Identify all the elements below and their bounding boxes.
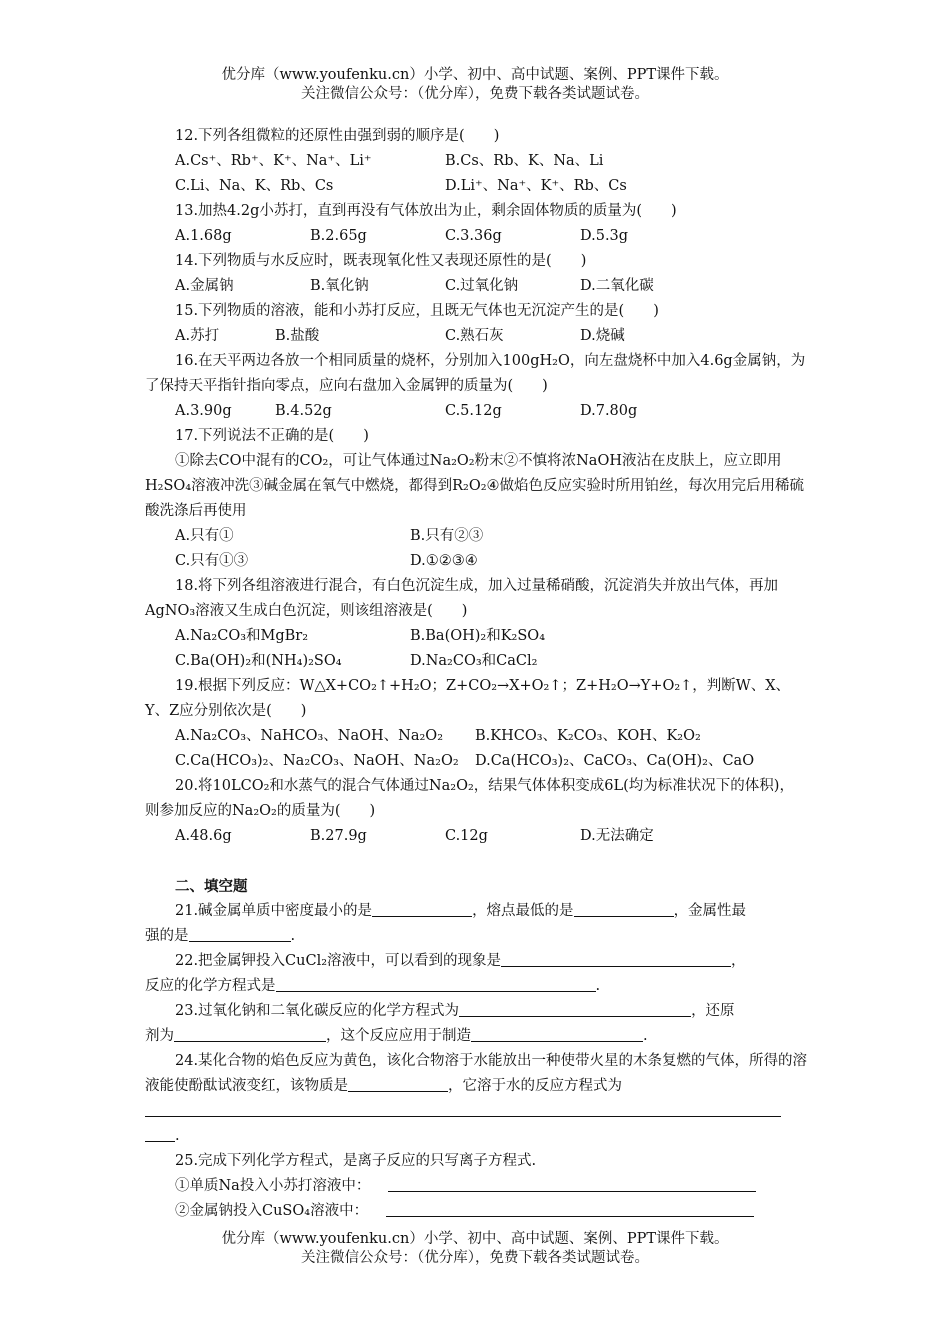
q24-answer-line-end [145, 1124, 808, 1149]
q13-option-b: B.2.65g [310, 228, 367, 244]
q21-blank-lowest-density[interactable] [372, 900, 472, 917]
q21-text-4: 强的是 [145, 928, 189, 944]
q19-options-row1 [145, 724, 808, 749]
q15-options [145, 324, 808, 349]
q16-option-a: A.3.90g [175, 403, 232, 419]
header-line-2: 关注微信公众号：（优分库），免费下载各类试题试卷。 [301, 86, 649, 102]
q21-text-1: 21.碱金属单质中密度最小的是 [175, 903, 373, 919]
q21-text-3: ，金属性最 [673, 903, 747, 919]
q18-option-c: C.Ba(OH)₂和(NH₄)₂SO₄ [175, 653, 342, 669]
q23-text-3: 剂为 [145, 1028, 174, 1044]
q15-option-d: D.烧碱 [580, 328, 625, 344]
q17-options-row2 [145, 549, 808, 574]
q18-stem: 18.将下列各组溶液进行混合，有白色沉淀生成，加入过量稀硝酸，沉淀消失并放出气体，再加AgNO₃溶液又生成白色沉淀，则该组溶液是( ) [145, 578, 779, 619]
q13-stem: 13.加热4.2g小苏打，直到再没有气体放出为止，剩余固体物质的质量为( ) [175, 203, 677, 219]
q13-option-a: A.1.68g [175, 228, 232, 244]
q21-line1 [145, 899, 808, 924]
q19-option-c: C.Ca(HCO₃)₂、Na₂CO₃、NaOH、Na₂O₂ [175, 753, 459, 769]
q12-option-a: A.Cs⁺、Rb⁺、K⁺、Na⁺、Li⁺ [175, 153, 372, 169]
q23-blank-reducer[interactable] [174, 1025, 326, 1042]
q14-option-b: B.氧化钠 [310, 278, 369, 294]
q13-option-c: C.3.36g [445, 228, 502, 244]
footer-line-2: 关注微信公众号：（优分库），免费下载各类试题试卷。 [301, 1250, 649, 1266]
q24-text-2: ，它溶于水的反应方程式为 [448, 1078, 622, 1094]
q19-stem: 19.根据下列反应：W△X+CO₂↑+H₂O；Z+CO₂→X+O₂↑；Z+H₂O→Y+O₂↑，判断W、X、Y、Z应分别依次是( ) [145, 678, 791, 719]
q17-option-a: A.只有① [175, 528, 234, 544]
q21-text-2: ，熔点最低的是 [472, 903, 574, 919]
q21-blank-lowest-melting[interactable] [574, 900, 674, 917]
q25-item-2-text: ②金属钠投入CuSO₄溶液中： [175, 1203, 369, 1219]
q12-option-c: C.Li、Na、K、Rb、Cs [175, 178, 334, 194]
q13-options [145, 224, 808, 249]
q23-blank-application[interactable] [471, 1025, 643, 1042]
q16-stem: 16.在天平两边各放一个相同质量的烧杯，分别加入100gH₂O，向左盘烧杯中加入4.6g金属钠，为了保持天平指针指向零点，应向右盘加入金属钾的质量为( ) [145, 353, 806, 394]
q17-option-b: B.只有②③ [410, 528, 484, 544]
q24-blank-substance[interactable] [348, 1075, 448, 1092]
q12-option-d: D.Li⁺、Na⁺、K⁺、Rb、Cs [445, 178, 627, 194]
q17-option-c: C.只有①③ [175, 553, 249, 569]
q12-stem: 12.下列各组微粒的还原性由强到弱的顺序是( ) [175, 128, 500, 144]
q17-stem: 17.下列说法不正确的是( ) [175, 428, 369, 444]
page-footer [0, 1230, 950, 1268]
q22-text-1: 22.把金属钾投入CuCl₂溶液中，可以看到的现象是 [175, 953, 502, 969]
q18-options-row1 [145, 624, 808, 649]
q22-text-3: 反应的化学方程式是 [145, 978, 276, 994]
q20-option-a: A.48.6g [175, 828, 232, 844]
q17-options-row1 [145, 524, 808, 549]
page-header [0, 66, 950, 104]
question-content [145, 124, 808, 1224]
q22-text-2: ， [731, 953, 746, 969]
q23-blank-equation[interactable] [459, 1000, 691, 1017]
q18-option-a: A.Na₂CO₃和MgBr₂ [175, 628, 309, 644]
q22-text-4: . [595, 978, 601, 994]
q15-stem: 15.下列物质的溶液，能和小苏打反应，且既无气体也无沉淀产生的是( ) [175, 303, 659, 319]
q25-item-2 [145, 1199, 808, 1224]
q24-stem [145, 1049, 808, 1099]
q23-line1 [145, 999, 808, 1024]
q23-text-2: ，还原 [691, 1003, 735, 1019]
q15-option-a: A.苏打 [175, 328, 220, 344]
q25-blank-1[interactable] [388, 1175, 756, 1192]
q19-option-d: D.Ca(HCO₃)₂、CaCO₃、Ca(OH)₂、CaO [475, 753, 755, 769]
q16-option-c: C.5.12g [445, 403, 502, 419]
q18-options-row2 [145, 649, 808, 674]
q14-option-c: C.过氧化钠 [445, 278, 519, 294]
q24-text-1: 24.某化合物的焰色反应为黄色，该化合物溶于水能放出一种使带火星的木条复燃的气体，所得的溶液能使酚酞试液变红，该物质是 [145, 1053, 808, 1094]
q24-blank-equation[interactable] [145, 1100, 781, 1117]
footer-line-1: 优分库（www.youfenku.cn）小学、初中、高中试题、案例、PPT课件下载。 [221, 1231, 729, 1247]
q22-blank-phenomenon[interactable] [501, 950, 731, 967]
q19-option-b: B.KHCO₃、K₂CO₃、KOH、K₂O₂ [475, 728, 701, 744]
q14-option-d: D.二氧化碳 [580, 278, 654, 294]
q24-answer-line [145, 1099, 808, 1124]
q23-text-1: 23.过氧化钠和二氧化碳反应的化学方程式为 [175, 1003, 460, 1019]
q16-option-b: B.4.52g [275, 403, 332, 419]
q20-option-d: D.无法确定 [580, 828, 654, 844]
q12-options-row1 [145, 149, 808, 174]
q12-options-row2 [145, 174, 808, 199]
q20-options [145, 824, 808, 849]
q22-line2 [145, 974, 808, 999]
q17-statements: ①除去CO中混有的CO₂，可让气体通过Na₂O₂粉末②不慎将浓NaOH液沾在皮肤上，应立即用H₂SO₄溶液冲洗③碱金属在氧气中燃烧，都得到R₂O₂④做焰色反应实验时所用铂丝，每次用完后用稀硫酸洗涤后再使用 [145, 453, 805, 519]
q19-option-a: A.Na₂CO₃、NaHCO₃、NaOH、Na₂O₂ [175, 728, 444, 744]
q17-option-d: D.①②③④ [410, 553, 478, 569]
q20-option-b: B.27.9g [310, 828, 367, 844]
q21-text-5: . [290, 928, 296, 944]
q21-line2 [145, 924, 808, 949]
q16-options [145, 399, 808, 424]
q15-option-b: B.盐酸 [275, 328, 320, 344]
q14-option-a: A.金属钠 [175, 278, 234, 294]
q25-stem: 25.完成下列化学方程式，是离子反应的只写离子方程式. [175, 1153, 537, 1169]
q22-line1 [145, 949, 808, 974]
q15-option-c: C.熟石灰 [445, 328, 504, 344]
q21-blank-strongest-metallic[interactable] [189, 925, 291, 942]
q24-text-3: . [175, 1128, 180, 1144]
q22-blank-equation[interactable] [276, 975, 596, 992]
q13-option-d: D.5.3g [580, 228, 629, 244]
q25-blank-2[interactable] [386, 1200, 754, 1217]
q19-options-row2 [145, 749, 808, 774]
q23-line2 [145, 1024, 808, 1049]
q18-option-d: D.Na₂CO₃和CaCl₂ [410, 653, 538, 669]
q23-text-4: ，这个反应应用于制造 [326, 1028, 471, 1044]
header-line-1: 优分库（www.youfenku.cn）小学、初中、高中试题、案例、PPT课件下载。 [221, 67, 729, 83]
q20-stem: 20.将10LCO₂和水蒸气的混合气体通过Na₂O₂，结果气体体积变成6L(均为标准状况下的体积)，则参加反应的Na₂O₂的质量为( ) [145, 778, 794, 819]
q14-options [145, 274, 808, 299]
q25-item-1-text: ①单质Na投入小苏打溶液中： [175, 1178, 371, 1194]
q16-option-d: D.7.80g [580, 403, 638, 419]
q25-item-1 [145, 1174, 808, 1199]
q18-option-b: B.Ba(OH)₂和K₂SO₄ [410, 628, 546, 644]
section-title-fill-in: 二、填空题 [175, 878, 248, 895]
q23-text-5: . [643, 1028, 648, 1044]
q14-stem: 14.下列物质与水反应时，既表现氧化性又表现还原性的是( ) [175, 253, 587, 269]
q12-option-b: B.Cs、Rb、K、Na、Li [445, 153, 604, 169]
q20-option-c: C.12g [445, 828, 488, 844]
q24-blank-equation-cont[interactable] [145, 1125, 175, 1142]
